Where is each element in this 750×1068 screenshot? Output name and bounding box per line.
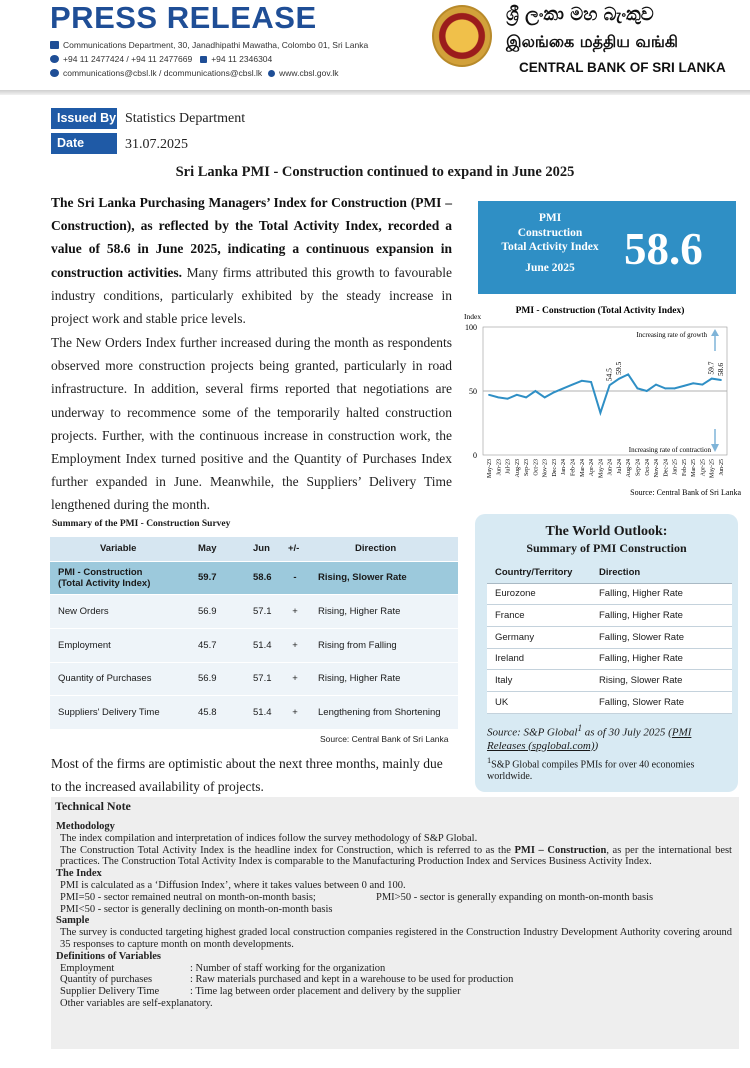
country-cell: France (487, 605, 591, 627)
world-outlook-box (475, 514, 738, 792)
x-tick-label: Jul-23 (505, 459, 512, 474)
data-label: 59.5 (613, 361, 623, 375)
data-point (544, 397, 546, 399)
methodology-2a: The Construction Total Activity Index is the headline index for Construction, which is referred to as the (60, 844, 515, 856)
methodology-text-1: The index compilation and interpretation of indices follow the survey methodology of S&P Global. (60, 832, 478, 844)
row-jun: 58.6 (245, 561, 280, 595)
x-tick-label: Mar-24 (579, 459, 586, 477)
definition-row (56, 963, 732, 975)
world-source-suffix: as of 30 July 2025 ( (582, 726, 672, 739)
col-world-direction: Direction (591, 563, 732, 583)
technical-note (51, 797, 739, 1049)
paragraph-1 (51, 191, 452, 330)
sample-heading: Sample (56, 915, 90, 927)
world-header-row (487, 563, 732, 583)
table-row (50, 561, 458, 595)
x-tick-label: Feb-24 (570, 459, 577, 476)
row-variable-line1: PMI - Construction (58, 566, 143, 578)
data-point (572, 384, 574, 386)
x-tick-label: Nov-23 (542, 459, 549, 478)
highlight-line-2: Construction (517, 226, 583, 239)
row-change: + (280, 662, 310, 696)
data-point (627, 373, 629, 375)
fax-text: +94 11 2346304 (211, 54, 273, 64)
table-row (50, 696, 458, 730)
summary-source: Source: Central Bank of Sri Lanka (320, 734, 449, 744)
header-divider (0, 90, 750, 95)
highlight-labels (484, 211, 616, 275)
date-label: Date (51, 133, 117, 154)
y-tick-label: 100 (465, 323, 477, 332)
data-point (664, 388, 666, 390)
world-source-end: ) (594, 739, 599, 752)
chart-annotation-bottom: Increasing rate of contraction (628, 446, 711, 454)
world-outlook-table (487, 563, 732, 714)
data-point (599, 412, 601, 414)
sample-text: The survey is conducted targeting highest graded local construction companies registered in the Construction Industry Development Authority covering around 35 responses to capture month on month developments. (60, 927, 732, 950)
row-may: 56.9 (190, 595, 245, 629)
definition-row (56, 986, 732, 998)
x-tick-label: Apr-24 (589, 459, 596, 477)
address-line (50, 40, 368, 50)
x-tick-label: Oct-24 (644, 459, 651, 476)
date-value: 31.07.2025 (125, 137, 188, 152)
chart-title: PMI - Construction (Total Activity Index) (515, 306, 685, 316)
release-title: Sri Lanka PMI - Construction continued to expand in June 2025 (175, 164, 575, 180)
globe-icon (268, 70, 275, 77)
row-change: - (280, 561, 310, 595)
paragraph-2: The New Orders Index further increased during the month as respondents observed more construction projects being granted, particularly in road infrastructure. In addition, several firms reported that negotiations are underway to recommence some of the temporarily halted construction projects. Further, with the continuous increase in construction work, the Employment Index turned positive and the Quantity of Purchases Index further expanded in June. Meanwhile, the Suppliers’ Delivery Time lengthened during the month. (51, 335, 452, 513)
data-point (720, 379, 722, 381)
website-link[interactable]: www.cbsl.gov.lk (279, 68, 339, 78)
data-point (702, 384, 704, 386)
col-country: Country/Territory (487, 563, 591, 583)
methodology-text-2 (56, 845, 732, 869)
pmi-construction-chart (455, 300, 745, 500)
world-note-text: S&P Global compiles PMIs for over 40 economies worldwide. (487, 759, 695, 783)
highlight-line-3: Total Activity Index (501, 241, 599, 253)
phone-text: +94 11 2477424 / +94 11 2477669 (63, 54, 193, 64)
row-direction: Rising from Falling (310, 628, 458, 662)
data-label: 58.6 (716, 362, 725, 376)
row-change: + (280, 595, 310, 629)
methodology-heading: Methodology (56, 821, 115, 832)
data-point (637, 388, 639, 390)
phone-line (50, 54, 272, 64)
data-point (562, 388, 564, 390)
pmi-releases-link[interactable]: PMI Releases (spglobal.com) (487, 726, 692, 752)
press-release-title: PRESS RELEASE (50, 0, 317, 35)
definition-term: Employment (60, 962, 115, 974)
index-text-3: PMI<50 - sector is generally declining on month-on-month basis (60, 903, 333, 915)
highlight-line-4: June 2025 (525, 261, 575, 274)
table-row (50, 595, 458, 629)
x-tick-label: May-24 (598, 459, 605, 478)
row-change: + (280, 628, 310, 662)
index-text-1: PMI is calculated as a ‘Diffusion Index’, where it takes values between 0 and 100. (60, 879, 406, 891)
col-direction: Direction (310, 537, 458, 561)
row-may: 45.8 (190, 696, 245, 730)
table-row (50, 628, 458, 662)
col-change: +/- (280, 537, 310, 561)
table-row (487, 626, 732, 648)
world-outlook-title: The World Outlook: (545, 524, 668, 539)
definition-text: : Raw materials purchased and kept in a warehouse to be used for production (190, 974, 514, 986)
row-jun: 51.4 (245, 628, 280, 662)
row-direction: Rising, Slower Rate (310, 561, 458, 595)
direction-cell: Falling, Higher Rate (591, 648, 732, 670)
x-tick-label: Jan-24 (561, 459, 568, 475)
row-may: 56.9 (190, 662, 245, 696)
world-source (487, 722, 732, 753)
data-point (553, 391, 555, 393)
technical-note-heading: Technical Note (55, 799, 131, 813)
data-point (525, 397, 527, 399)
row-jun: 51.4 (245, 696, 280, 730)
x-tick-label: Jun-25 (719, 459, 725, 476)
data-point (618, 378, 620, 380)
row-variable: Suppliers' Delivery Time (50, 696, 190, 730)
pmi-highlight-box (478, 201, 736, 294)
data-point (516, 394, 518, 396)
x-tick-label: May-23 (487, 459, 493, 478)
paragraph-3: Most of the firms are optimistic about the next three months, mainly due to the increased availability of projects. (51, 756, 443, 794)
data-point (609, 384, 611, 386)
x-tick-label: Aug-24 (626, 459, 633, 478)
bank-name-english: CENTRAL BANK OF SRI LANKA (519, 60, 726, 75)
x-tick-label: Jun-23 (496, 459, 503, 476)
definition-term: Supplier Delivery Time (60, 986, 160, 998)
definition-row (56, 974, 732, 986)
data-point (535, 390, 537, 392)
fax-icon (200, 56, 207, 63)
definition-text: : Time lag between order placement and delivery by the supplier (190, 986, 461, 998)
world-source-prefix: Source: S&P Global (487, 726, 578, 739)
address-text: Communications Department, 30, Janadhipathi Mawatha, Colombo 01, Sri Lanka (63, 40, 369, 50)
cbsl-emblem-logo (432, 5, 492, 67)
data-point (646, 390, 648, 392)
row-may: 45.7 (190, 628, 245, 662)
x-tick-label: Jan-25 (672, 459, 679, 475)
data-point (590, 381, 592, 383)
table-row (487, 670, 732, 692)
x-tick-label: May-25 (709, 459, 716, 478)
country-cell: Germany (487, 626, 591, 648)
col-variable: Variable (50, 537, 190, 561)
contraction-arrow-head (711, 444, 719, 452)
chart-marks (488, 361, 725, 413)
row-direction: Rising, Higher Rate (310, 662, 458, 696)
y-tick-label: 0 (473, 451, 477, 460)
direction-cell: Falling, Slower Rate (591, 691, 732, 713)
data-point (692, 382, 694, 384)
other-variables-text: Other variables are self-explanatory. (60, 997, 213, 1009)
row-variable: New Orders (50, 595, 190, 629)
world-outlook-subtitle: Summary of PMI Construction (526, 541, 687, 555)
country-cell: Ireland (487, 648, 591, 670)
row-change: + (280, 696, 310, 730)
x-tick-label: Aug-23 (514, 459, 521, 478)
press-release-header (0, 0, 750, 92)
contact-line (50, 68, 339, 78)
methodology-2c: , as per the international best practices. The Construction Total Activity Index is comparable to the Manufacturing Production Index and Services Business Activity Index. (60, 844, 732, 868)
x-tick-label: Mar-25 (691, 459, 698, 477)
index-2a: PMI=50 - sector remained neutral on month-on-month basis; (60, 891, 316, 903)
x-tick-label: Dec-24 (663, 459, 670, 477)
definitions-heading: Definitions of Variables (56, 950, 162, 962)
summary-table (50, 537, 458, 729)
bank-name-sinhala: ශ්‍රී ලංකා මහ බැංකුව (506, 4, 654, 25)
direction-cell: Rising, Slower Rate (591, 670, 732, 692)
world-source-sup: 1 (577, 723, 583, 733)
issued-by-value: Statistics Department (125, 111, 246, 126)
world-footnote (487, 755, 732, 783)
x-tick-label: Jul-24 (616, 459, 623, 474)
col-may: May (190, 537, 245, 561)
data-point (581, 380, 583, 382)
paragraph-1-bold: The Sri Lanka Purchasing Managers’ Index for Construction (PMI – Construction), as reflected by the Total Activity Index, recorded a value of 58.6 in June 2025, indicating a continuous expansion in construction activities. (51, 195, 452, 280)
x-tick-label: Sep-24 (635, 459, 642, 476)
row-direction: Rising, Higher Rate (310, 595, 458, 629)
table-row (487, 648, 732, 670)
definition-text: : Number of staff working for the organization (190, 962, 386, 974)
definition-term: Quantity of purchases (60, 974, 153, 986)
data-point (497, 397, 499, 399)
table-row (50, 662, 458, 696)
email-text[interactable]: communications@cbsl.lk / dcommunications@cbsl.lk (63, 68, 263, 78)
country-cell: Italy (487, 670, 591, 692)
row-may: 59.7 (190, 561, 245, 595)
data-label: 54.5 (604, 368, 614, 382)
row-direction: Lengthening from Shortening (310, 696, 458, 730)
row-jun: 57.1 (245, 662, 280, 696)
row-variable: Quantity of Purchases (50, 662, 190, 696)
row-variable (50, 561, 190, 595)
data-label: 59.7 (706, 361, 716, 375)
chart-annotation-top: Increasing rate of growth (636, 331, 707, 339)
world-note-sup: 1 (487, 756, 492, 765)
envelope-icon (50, 41, 59, 49)
growth-arrow-head (711, 329, 719, 336)
index-text-2 (56, 892, 732, 904)
summary-caption: Summary of the PMI - Construction Survey (52, 519, 231, 529)
x-tick-label: Feb-25 (681, 459, 688, 476)
highlight-value: 58.6 (624, 224, 703, 274)
data-point (711, 378, 713, 380)
highlight-line-1: PMI (538, 212, 562, 224)
chart-source: Source: Central Bank of Sri Lanka (630, 488, 741, 497)
row-variable-line2: (Total Activity Index) (58, 577, 151, 589)
paragraph-1-rest: Many firms attributed this growth to favourable industry conditions, particularly exhibited by the steady increase in project work and stable price levels. (51, 264, 452, 327)
direction-cell: Falling, Slower Rate (591, 626, 732, 648)
summary-header-row (50, 537, 458, 561)
phone-icon (50, 55, 59, 63)
bank-name-tamil: இலங்கை மத்திய வங்கி (506, 32, 678, 51)
x-tick-label: Apr-25 (700, 459, 707, 477)
x-tick-label: Sep-23 (524, 459, 531, 476)
data-point (674, 388, 676, 390)
direction-cell: Falling, Higher Rate (591, 605, 732, 627)
col-jun: Jun (245, 537, 280, 561)
y-tick-label: 50 (469, 387, 477, 396)
country-cell: Eurozone (487, 583, 591, 605)
index-heading: The Index (56, 868, 102, 880)
x-tick-label: Nov-24 (654, 459, 661, 478)
data-point (488, 394, 490, 396)
methodology-2b: PMI – Construction (514, 844, 607, 856)
row-jun: 57.1 (245, 595, 280, 629)
x-tick-label: Dec-23 (551, 459, 558, 477)
x-tick-label: Oct-23 (533, 459, 540, 476)
direction-cell: Falling, Higher Rate (591, 583, 732, 605)
data-point (655, 384, 657, 386)
country-cell: UK (487, 691, 591, 713)
table-row (487, 583, 732, 605)
email-icon (50, 69, 59, 77)
data-point (507, 398, 509, 400)
row-variable: Employment (50, 628, 190, 662)
chart-ylabel: Index (464, 312, 482, 321)
x-tick-label: Jun-24 (607, 459, 614, 476)
index-2b: PMI>50 - sector is generally expanding on month-on-month basis (376, 891, 654, 903)
technical-note-body (56, 821, 732, 1010)
table-row (487, 605, 732, 627)
table-row (487, 691, 732, 713)
data-point (683, 385, 685, 387)
issued-by-label: Issued By (51, 108, 117, 129)
